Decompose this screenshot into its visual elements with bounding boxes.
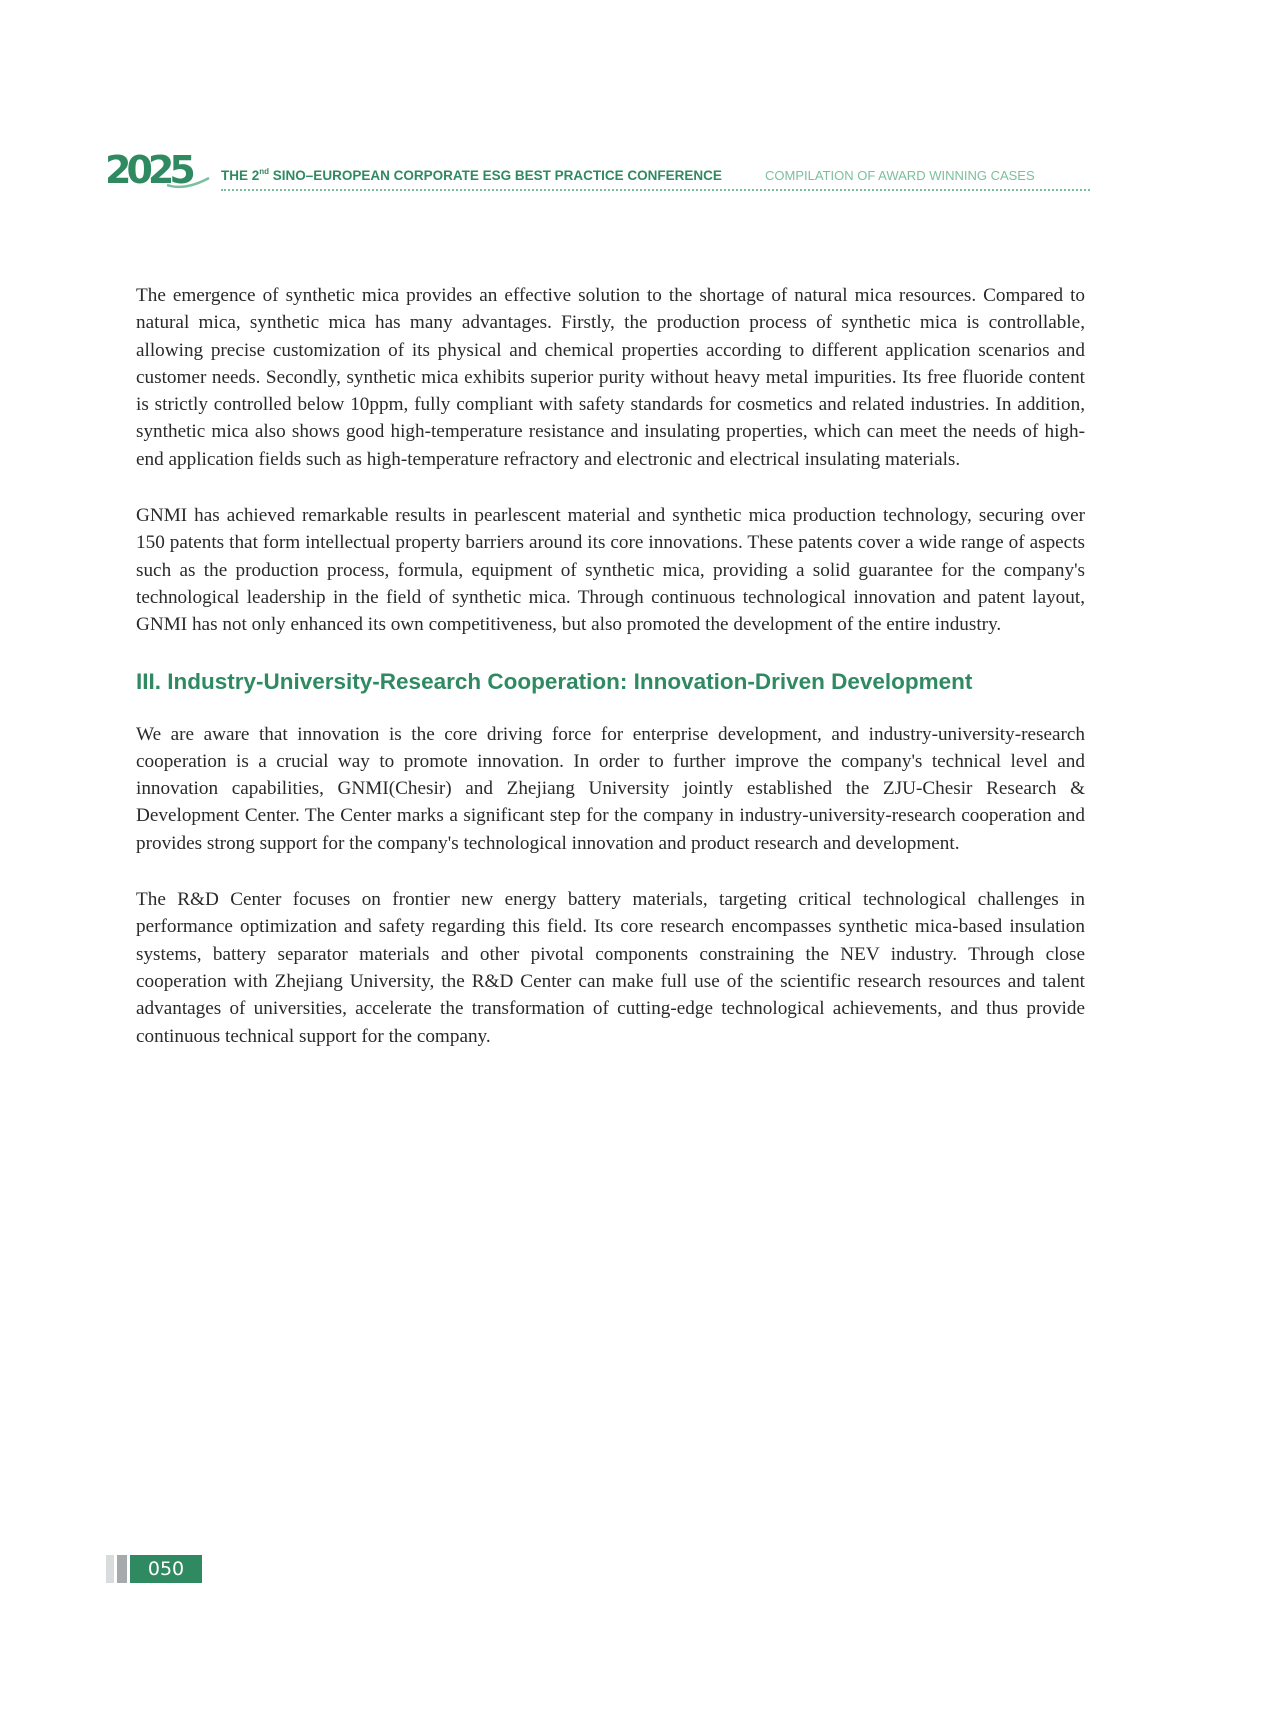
paragraph-rd-center: The R&D Center focuses on frontier new energy battery materials, targeting critical technological challenges in performance optimization and safety regarding this field. Its core research encompasses synthetic mica-based insulation systems, battery separator materials and other pivotal components constraining the NEV industry. Through close cooperation with Zhejiang University, the R&D Center can make full use of the scientific research resources and talent advantages of universities, accelerate the transformation of cutting-edge technological achievements, and thus provide continuous technical support for the company. bbox=[136, 889, 1085, 1047]
main-content bbox=[136, 282, 1085, 1079]
page-header bbox=[105, 148, 1090, 192]
paragraph-gnmi-patents: GNMI has achieved remarkable results in pearlescent material and synthetic mica production technology, securing over 150 patents that form intellectual property barriers around its core innovations. These patents cover a wide range of aspects such as the production process, formula, equipment of synthetic mica, providing a solid guarantee for the company's technological leadership in the field of synthetic mica. Through continuous technological innovation and patent layout, GNMI has not only enhanced its own competitiveness, but also promoted the development of the entire industry. bbox=[136, 505, 1085, 636]
page-number: 050 bbox=[130, 1555, 202, 1583]
section-heading: III. Industry-University-Research Cooperation: Innovation-Driven Development bbox=[136, 668, 973, 694]
page-badge-bar-dark bbox=[117, 1555, 127, 1583]
logo-year: 2025 bbox=[105, 148, 191, 192]
title-main: SINO–EUROPEAN CORPORATE ESG BEST PRACTICE CONFERENCE bbox=[269, 168, 722, 183]
paragraph-cooperation: We are aware that innovation is the core driving force for enterprise development, and industry-university-research cooperation is a crucial way to promote innovation. In order to further improve the company's technical level and innovation capabilities, GNMI(Chesir) and Zhejiang University jointly established the ZJU-Chesir Research & Development Center. The Center marks a significant step for the company in industry-university-research cooperation and provides strong support for the company's technological innovation and product research and development. bbox=[136, 723, 1085, 854]
title-ordinal: nd bbox=[259, 167, 270, 176]
compilation-subtitle: COMPILATION OF AWARD WINNING CASES bbox=[765, 168, 1035, 183]
page-badge-bar-light bbox=[106, 1555, 114, 1583]
paragraph-synthetic-mica: The emergence of synthetic mica provides an effective solution to the shortage of natural mica resources. Compared to natural mica, synthetic mica has many advantages. Firstly, the production process of synthetic mica is controllable, allowing precise customization of its physical and chemical properties according to different application scenarios and customer needs. Secondly, synthetic mica exhibits superior purity without heavy metal impurities. Its free fluoride content is strictly controlled below 10ppm, fully compliant with safety standards for cosmetics and related industries. In addition, synthetic mica also shows good high-temperature resistance and insulating properties, which can meet the needs of high-end application fields such as high-temperature refractory and electronic and electrical insulating materials. bbox=[136, 285, 1085, 470]
conference-logo bbox=[105, 148, 210, 194]
logo-swoosh-icon bbox=[165, 176, 211, 190]
conference-title bbox=[221, 167, 722, 183]
header-dotted-divider bbox=[221, 189, 1090, 191]
title-prefix: THE 2 bbox=[221, 168, 260, 183]
